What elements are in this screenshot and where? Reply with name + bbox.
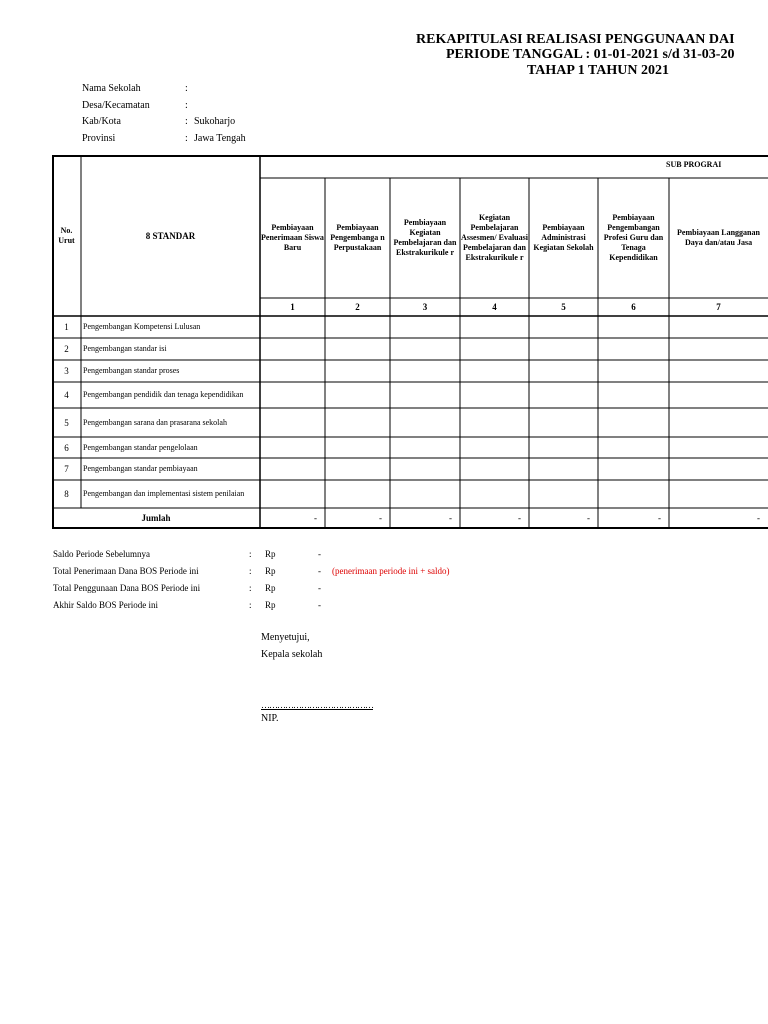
report-stage: TAHAP 1 TAHUN 2021	[527, 63, 669, 78]
total-label: Jumlah	[141, 513, 171, 523]
row-standard-name: Pengembangan standar isi	[83, 344, 167, 353]
column-header-3: Pembiayaan Kegiatan Pembelajaran dan Ekstrakurikule r	[393, 218, 457, 257]
info-value: Jawa Tengah	[194, 132, 246, 144]
column-number-5: 5	[561, 302, 566, 312]
summary-separator: :	[249, 566, 252, 576]
summary-label: Saldo Periode Sebelumnya	[53, 549, 150, 559]
row-standard-name: Pengembangan dan implementasi sistem penilaian	[83, 489, 245, 498]
column-header-4: Kegiatan Pembelajaran Assesmen/ Evaluasi Pembelajaran dan Ekstrakurikule r	[461, 213, 528, 262]
row-standard-name: Pengembangan standar pengelolaan	[83, 442, 198, 452]
row-standard-name: Pengembangan sarana dan prasarana sekolah	[83, 417, 227, 427]
row-number: 3	[64, 366, 69, 376]
realization-table	[52, 155, 768, 530]
column-header-5: Pembiayaan Administrasi Kegiatan Sekolah	[533, 223, 594, 252]
row-standard-name: Pengembangan Kompetensi Lulusan	[83, 322, 201, 331]
column-number-4: 4	[492, 302, 497, 312]
total-value-4: -	[518, 513, 521, 523]
column-number-2: 2	[355, 302, 360, 312]
column-number-6: 6	[631, 302, 636, 312]
summary-label: Akhir Saldo BOS Periode ini	[53, 600, 158, 610]
row-number: 4	[64, 390, 69, 400]
summary-label: Total Penerimaan Dana BOS Periode ini	[53, 566, 199, 576]
principal-label: Kepala sekolah	[261, 649, 323, 660]
summary-separator: :	[249, 583, 252, 593]
total-value-7: -	[757, 513, 760, 523]
column-number-7: 7	[716, 302, 721, 312]
total-value-3: -	[449, 513, 452, 523]
summary-separator: :	[249, 600, 252, 610]
total-value-5: -	[587, 513, 590, 523]
info-label: Kab/Kota	[82, 116, 121, 127]
summary-value: -	[318, 549, 321, 559]
info-value: Sukoharjo	[194, 116, 236, 127]
report-period: PERIODE TANGGAL : 01-01-2021 s/d 31-03-20	[446, 47, 735, 62]
summary-value: -	[318, 566, 321, 576]
column-header-7: Pembiayaan Langganan Daya dan/atau Jasa	[677, 228, 760, 247]
nip-label: NIP.	[261, 713, 279, 724]
row-number: 7	[64, 464, 69, 474]
column-number-3: 3	[422, 302, 428, 312]
approval-label: Menyetujui,	[261, 632, 310, 643]
sub-program-header: SUB PROGRAI	[666, 160, 722, 169]
summary-currency: Rp	[265, 600, 276, 610]
summary-currency: Rp	[265, 583, 276, 593]
summary-separator: :	[249, 549, 252, 559]
row-standard-name: Pengembangan pendidik dan tenaga kependidikan	[83, 390, 244, 399]
row-standard-name: Pengembangan standar pembiayaan	[83, 464, 198, 473]
info-label: Desa/Kecamatan	[82, 99, 150, 111]
summary-currency: Rp	[265, 549, 276, 559]
info-label: Provinsi	[82, 132, 116, 144]
column-header-2: Pembiayaan Pengembanga n Perpustakaan	[330, 223, 385, 252]
row-number: 8	[64, 489, 69, 499]
info-separator: :	[185, 83, 188, 94]
column-number-1: 1	[290, 302, 295, 312]
summary-label: Total Penggunaan Dana BOS Periode ini	[53, 583, 201, 593]
row-number: 2	[64, 344, 69, 354]
report-title: REKAPITULASI REALISASI PENGGUNAAN DAI	[416, 32, 735, 47]
column-header-no: No. Urut	[58, 225, 75, 245]
info-label: Nama Sekolah	[82, 83, 141, 94]
info-separator: :	[185, 132, 188, 144]
row-number: 6	[64, 442, 69, 453]
summary-currency: Rp	[265, 566, 276, 576]
total-value-2: -	[379, 513, 382, 523]
column-header-standar: 8 STANDAR	[145, 230, 196, 241]
total-value-1: -	[314, 513, 317, 523]
signature-line: ……………………………………	[261, 700, 373, 710]
summary-value: -	[318, 583, 321, 593]
info-separator: :	[185, 116, 188, 127]
row-number: 5	[64, 417, 69, 428]
info-separator: :	[185, 99, 188, 111]
total-value-6: -	[658, 513, 661, 523]
summary-value: -	[318, 600, 321, 610]
row-number: 1	[64, 322, 69, 332]
column-header-1: Pembiayaan Penerimaan Siswa Baru	[261, 223, 324, 252]
row-standard-name: Pengembangan standar proses	[83, 366, 180, 375]
column-header-6: Pembiayaan Pengembangan Profesi Guru dan Tenaga Kependidikan	[603, 213, 664, 262]
summary-note: (penerimaan periode ini + saldo)	[332, 566, 450, 576]
